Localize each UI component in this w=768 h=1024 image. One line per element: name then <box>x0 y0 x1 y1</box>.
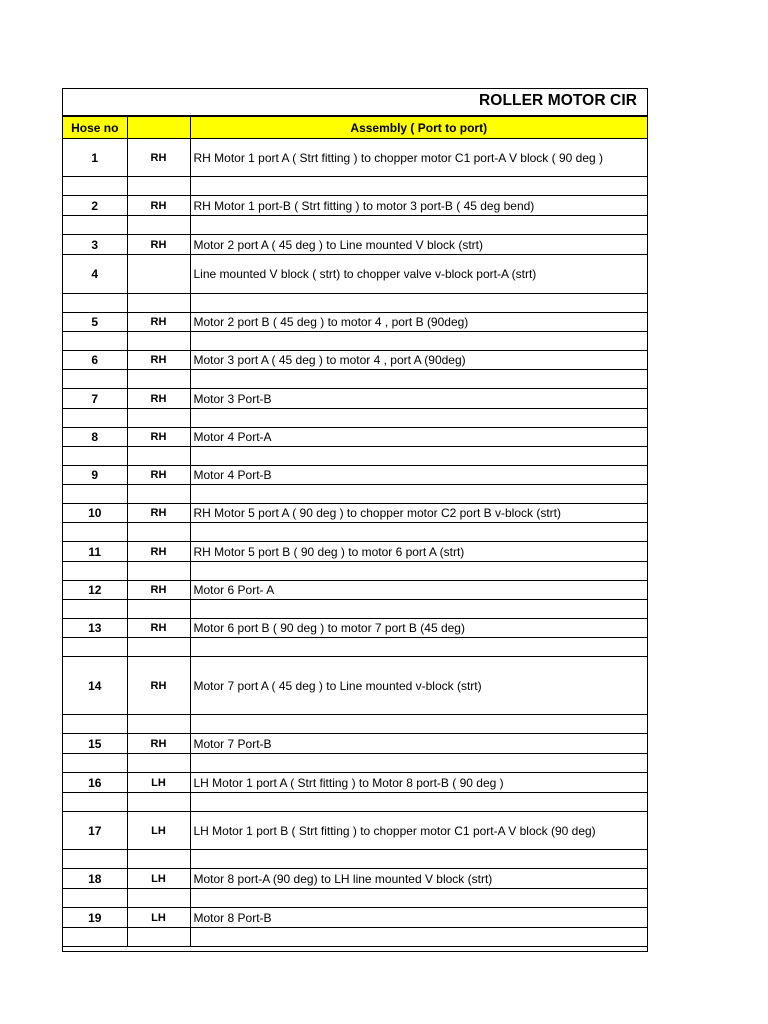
hose-number-cell: 10 <box>63 504 127 523</box>
empty-cell <box>127 370 190 389</box>
side-cell: LH <box>127 773 190 793</box>
assembly-cell: Motor 7 port A ( 45 deg ) to Line mounted v-block (strt) <box>190 657 647 715</box>
empty-cell <box>63 928 127 947</box>
side-cell: RH <box>127 139 190 177</box>
empty-cell <box>127 600 190 619</box>
header-hose-no: Hose no <box>63 117 127 139</box>
side-cell: RH <box>127 351 190 370</box>
empty-cell <box>63 523 127 542</box>
table-row <box>63 466 647 485</box>
empty-cell <box>63 485 127 504</box>
empty-cell <box>127 638 190 657</box>
assembly-cell: RH Motor 1 port-B ( Strt fitting ) to motor 3 port-B ( 45 deg bend) <box>190 196 647 216</box>
table-row <box>63 196 647 216</box>
side-cell: RH <box>127 542 190 562</box>
empty-cell <box>127 523 190 542</box>
hose-number-cell: 12 <box>63 581 127 600</box>
side-cell: LH <box>127 869 190 889</box>
empty-cell <box>63 177 127 196</box>
hose-number-cell: 4 <box>63 255 127 294</box>
empty-cell <box>63 216 127 235</box>
spacer-row <box>63 715 647 734</box>
empty-cell <box>127 754 190 773</box>
empty-cell <box>127 485 190 504</box>
side-cell: RH <box>127 428 190 447</box>
empty-cell <box>190 370 647 389</box>
spacer-row <box>63 485 647 504</box>
assembly-cell: Motor 7 Port-B <box>190 734 647 754</box>
table-row <box>63 581 647 600</box>
hose-number-cell: 17 <box>63 812 127 850</box>
table-row <box>63 428 647 447</box>
spacer-row <box>63 600 647 619</box>
assembly-cell: RH Motor 1 port A ( Strt fitting ) to chopper motor C1 port-A V block ( 90 deg ) <box>190 139 647 177</box>
hose-number-cell: 6 <box>63 351 127 370</box>
assembly-cell: Motor 6 port B ( 90 deg ) to motor 7 port B (45 deg) <box>190 619 647 638</box>
assembly-cell: Motor 8 port-A (90 deg) to LH line mounted V block (strt) <box>190 869 647 889</box>
assembly-cell: RH Motor 5 port A ( 90 deg ) to chopper motor C2 port B v-block (strt) <box>190 504 647 523</box>
table-body <box>63 139 647 947</box>
table-row <box>63 542 647 562</box>
table-row <box>63 734 647 754</box>
hose-number-cell: 18 <box>63 869 127 889</box>
side-cell: RH <box>127 581 190 600</box>
empty-cell <box>127 294 190 313</box>
spacer-row <box>63 889 647 908</box>
table-row <box>63 869 647 889</box>
empty-cell <box>63 600 127 619</box>
table-row <box>63 313 647 332</box>
header-assembly: Assembly ( Port to port) <box>190 117 647 139</box>
header-side <box>127 117 190 139</box>
spacer-row <box>63 850 647 869</box>
side-cell: LH <box>127 812 190 850</box>
assembly-cell: Motor 2 port A ( 45 deg ) to Line mounted V block (strt) <box>190 235 647 255</box>
empty-cell <box>190 793 647 812</box>
spacer-row <box>63 332 647 351</box>
assembly-cell: Motor 4 Port-B <box>190 466 647 485</box>
side-cell: RH <box>127 235 190 255</box>
empty-cell <box>127 409 190 428</box>
assembly-cell: LH Motor 1 port A ( Strt fitting ) to Motor 8 port-B ( 90 deg ) <box>190 773 647 793</box>
empty-cell <box>127 447 190 466</box>
assembly-cell: RH Motor 5 port B ( 90 deg ) to motor 6 port A (strt) <box>190 542 647 562</box>
empty-cell <box>127 889 190 908</box>
empty-cell <box>190 485 647 504</box>
hose-number-cell: 2 <box>63 196 127 216</box>
side-cell: RH <box>127 734 190 754</box>
side-cell: RH <box>127 389 190 409</box>
table-row <box>63 139 647 177</box>
empty-cell <box>190 889 647 908</box>
table-row <box>63 908 647 928</box>
empty-cell <box>63 409 127 428</box>
spacer-row <box>63 928 647 947</box>
assembly-cell: Motor 2 port B ( 45 deg ) to motor 4 , port B (90deg) <box>190 313 647 332</box>
assembly-cell: Motor 6 Port- A <box>190 581 647 600</box>
table-row <box>63 389 647 409</box>
empty-cell <box>190 409 647 428</box>
empty-cell <box>190 447 647 466</box>
table-row <box>63 255 647 294</box>
empty-cell <box>127 793 190 812</box>
side-cell: RH <box>127 504 190 523</box>
empty-cell <box>63 294 127 313</box>
spacer-row <box>63 562 647 581</box>
empty-cell <box>190 928 647 947</box>
hose-number-cell: 3 <box>63 235 127 255</box>
empty-cell <box>63 447 127 466</box>
assembly-cell: Line mounted V block ( strt) to chopper valve v-block port-A (strt) <box>190 255 647 294</box>
assembly-cell: Motor 4 Port-A <box>190 428 647 447</box>
empty-cell <box>63 754 127 773</box>
spacer-row <box>63 793 647 812</box>
empty-cell <box>63 370 127 389</box>
spacer-row <box>63 177 647 196</box>
empty-cell <box>190 715 647 734</box>
empty-cell <box>63 889 127 908</box>
assembly-cell: Motor 8 Port-B <box>190 908 647 928</box>
hose-number-cell: 14 <box>63 657 127 715</box>
empty-cell <box>63 715 127 734</box>
side-cell: RH <box>127 313 190 332</box>
table-row <box>63 619 647 638</box>
hose-number-cell: 15 <box>63 734 127 754</box>
empty-cell <box>190 216 647 235</box>
empty-cell <box>127 216 190 235</box>
spacer-row <box>63 447 647 466</box>
sheet-title: ROLLER MOTOR CIR <box>479 92 638 109</box>
assembly-cell: LH Motor 1 port B ( Strt fitting ) to chopper motor C1 port-A V block (90 deg) <box>190 812 647 850</box>
title-row <box>63 89 647 116</box>
table-row <box>63 657 647 715</box>
empty-cell <box>63 562 127 581</box>
hose-number-cell: 8 <box>63 428 127 447</box>
empty-cell <box>63 332 127 351</box>
table-row <box>63 351 647 370</box>
empty-cell <box>190 177 647 196</box>
spacer-row <box>63 294 647 313</box>
table-row <box>63 235 647 255</box>
empty-cell <box>190 523 647 542</box>
hose-number-cell: 11 <box>63 542 127 562</box>
hose-number-cell: 19 <box>63 908 127 928</box>
table-row <box>63 504 647 523</box>
empty-cell <box>190 600 647 619</box>
spacer-row <box>63 638 647 657</box>
table-row <box>63 773 647 793</box>
spacer-row <box>63 370 647 389</box>
header-row <box>63 117 647 139</box>
spreadsheet <box>62 88 648 952</box>
table-row <box>63 812 647 850</box>
hose-number-cell: 5 <box>63 313 127 332</box>
side-cell: LH <box>127 908 190 928</box>
side-cell <box>127 255 190 294</box>
spacer-row <box>63 754 647 773</box>
empty-cell <box>127 928 190 947</box>
empty-cell <box>190 850 647 869</box>
empty-cell <box>190 638 647 657</box>
hose-number-cell: 1 <box>63 139 127 177</box>
empty-cell <box>127 177 190 196</box>
empty-cell <box>190 562 647 581</box>
empty-cell <box>190 294 647 313</box>
assembly-cell: Motor 3 Port-B <box>190 389 647 409</box>
empty-cell <box>63 850 127 869</box>
empty-cell <box>127 715 190 734</box>
hose-number-cell: 13 <box>63 619 127 638</box>
hose-number-cell: 7 <box>63 389 127 409</box>
empty-cell <box>127 562 190 581</box>
spacer-row <box>63 409 647 428</box>
empty-cell <box>127 332 190 351</box>
empty-cell <box>63 638 127 657</box>
empty-cell <box>190 754 647 773</box>
side-cell: RH <box>127 196 190 216</box>
hose-number-cell: 9 <box>63 466 127 485</box>
empty-cell <box>190 332 647 351</box>
spacer-row <box>63 216 647 235</box>
side-cell: RH <box>127 657 190 715</box>
empty-cell <box>127 850 190 869</box>
spacer-row <box>63 523 647 542</box>
empty-cell <box>63 793 127 812</box>
assembly-cell: Motor 3 port A ( 45 deg ) to motor 4 , port A (90deg) <box>190 351 647 370</box>
side-cell: RH <box>127 619 190 638</box>
hose-table <box>63 116 647 947</box>
hose-number-cell: 16 <box>63 773 127 793</box>
side-cell: RH <box>127 466 190 485</box>
